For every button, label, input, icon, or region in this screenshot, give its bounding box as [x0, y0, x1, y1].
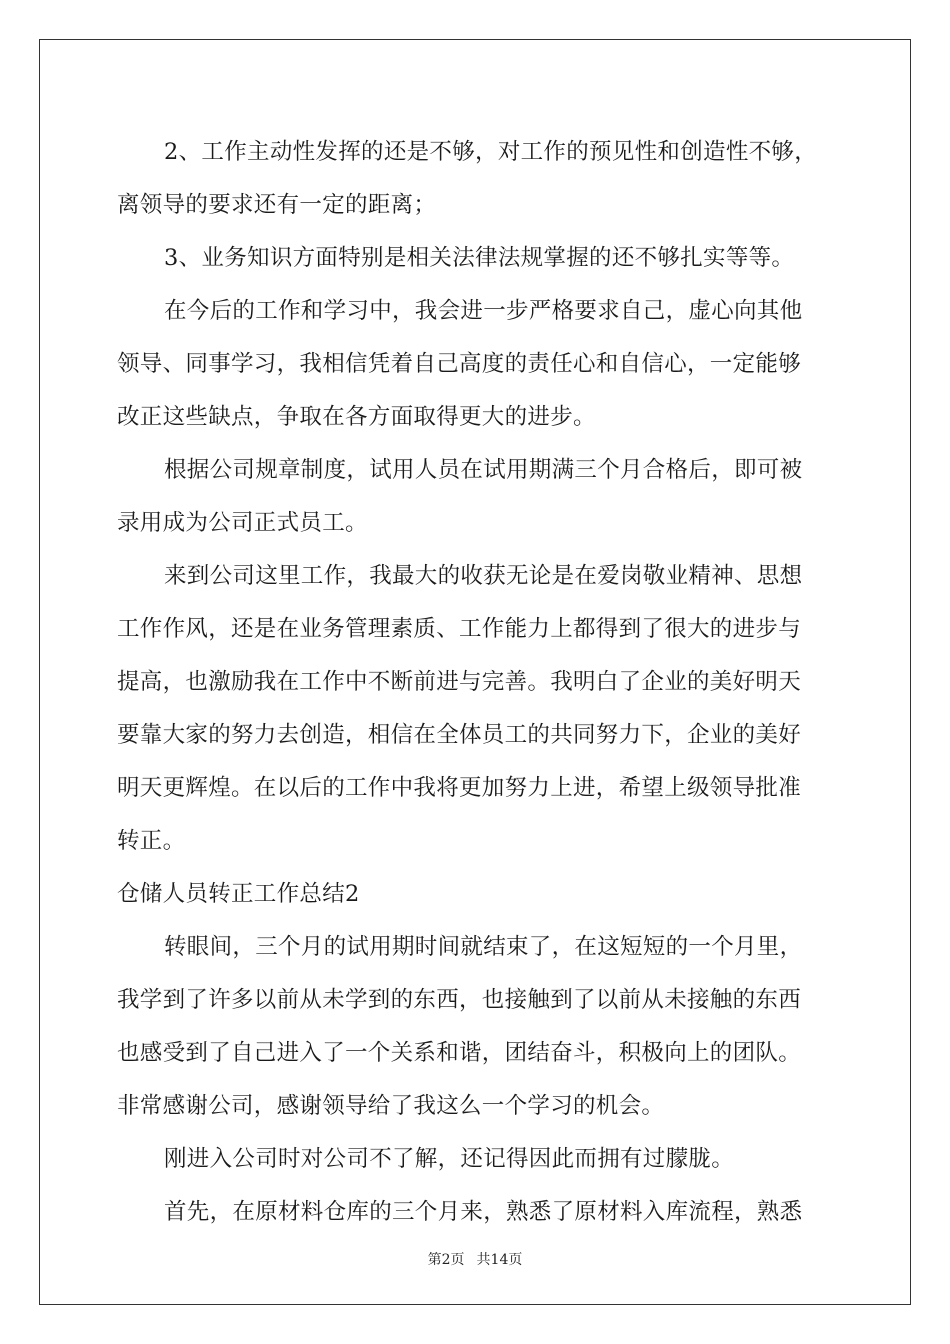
document-body	[117, 126, 833, 1239]
text-line: 非常感谢公司，感谢领导给了我这么一个学习的机会。	[117, 1093, 665, 1119]
text-line: 改正这些缺点，争取在各方面取得更大的进步。	[117, 404, 596, 430]
text-line: 来到公司这里工作，我最大的收获无论是在爱岗敬业精神、思想	[164, 563, 803, 589]
text-line: 在今后的工作和学习中，我会进一步严格要求自己，虚心向其他	[164, 298, 803, 324]
page-total: 共14页	[476, 1252, 523, 1268]
text-line: 明天更辉煌。在以后的工作中我将更加努力上进，希望上级领导批准	[117, 775, 802, 801]
text-line: 要靠大家的努力去创造，相信在全体员工的共同努力下，企业的美好	[117, 722, 802, 748]
text-line: 2、工作主动性发挥的还是不够，对工作的预见性和创造性不够，	[164, 139, 818, 165]
text-line: 录用成为公司正式员工。	[117, 510, 368, 536]
text-line: 我学到了许多以前从未学到的东西，也接触到了以前从未接触的东西	[117, 987, 802, 1013]
text-line: 领导、同事学习，我相信凭着自己高度的责任心和自信心，一定能够	[117, 351, 802, 377]
text-line: 转正。	[117, 828, 186, 854]
text-line: 3、业务知识方面特别是相关法律法规掌握的还不够扎实等等。	[164, 245, 795, 271]
text-line: 首先，在原材料仓库的三个月来，熟悉了原材料入库流程，熟悉	[164, 1199, 803, 1225]
page-number: 第2页	[427, 1252, 465, 1268]
text-line: 也感受到了自己进入了一个关系和谐，团结奋斗，积极向上的团队。	[117, 1040, 802, 1066]
page-footer	[0, 1249, 950, 1269]
text-line: 提高，也激励我在工作中不断前进与完善。我明白了企业的美好明天	[117, 669, 802, 695]
text-line: 工作作风，还是在业务管理素质、工作能力上都得到了很大的进步与	[117, 616, 802, 642]
text-line: 刚进入公司时对公司不了解，还记得因此而拥有过朦胧。	[164, 1146, 735, 1172]
section-heading: 仓储人员转正工作总结2	[117, 881, 360, 907]
text-line: 离领导的要求还有一定的距离；	[117, 192, 437, 218]
text-line: 根据公司规章制度，试用人员在试用期满三个月合格后，即可被	[164, 457, 803, 483]
text-line: 转眼间，三个月的试用期时间就结束了，在这短短的一个月里，	[164, 934, 803, 960]
